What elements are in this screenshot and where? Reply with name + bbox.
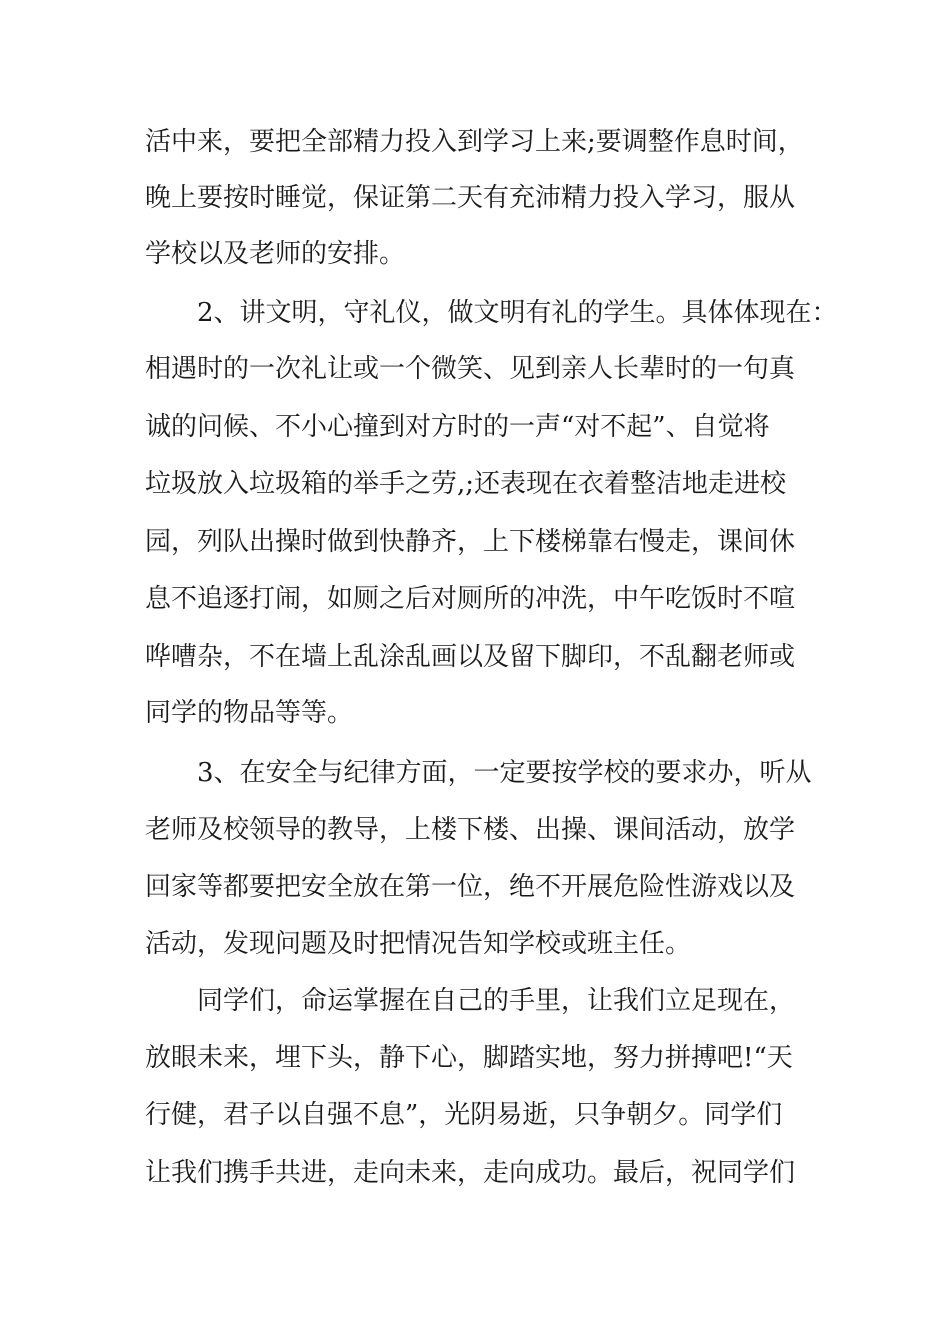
text-line: 老师及校领导的教导，上楼下楼、出操、课间活动，放学 [145, 815, 796, 845]
text-line: 学校以及老师的安排。 [145, 239, 406, 269]
text-line: 息不追逐打闹，如厕之后对厕所的冲洗，中午吃饭时不喧 [145, 584, 796, 614]
closing-paragraph-first-line: 同学们，命运掌握在自己的手里，让我们立足现在， [197, 986, 796, 1016]
text-line: 诚的问候、不小心撞到对方时的一声“对不起”、自觉将 [145, 412, 770, 442]
paragraph-3-first-line: 3、在安全与纪律方面，一定要按学校的要求办，听从 [197, 758, 812, 788]
text-line: 行健，君子以自强不息”，光阴易逝，只争朝夕。同学们 [145, 1100, 783, 1130]
paragraph-2-first-line: 2、讲文明，守礼仪，做文明有礼的学生。具体体现在： [197, 298, 838, 328]
text-line: 哗嘈杂，不在墙上乱涂乱画以及留下脚印，不乱翻老师或 [145, 642, 796, 672]
text-line: 园，列队出操时做到快静齐，上下楼梯靠右慢走，课间休 [145, 527, 796, 557]
text-line: 晚上要按时睡觉，保证第二天有充沛精力投入学习，服从 [145, 183, 796, 213]
text-line: 回家等都要把安全放在第一位，绝不开展危险性游戏以及 [145, 872, 796, 902]
text-line: 垃圾放入垃圾箱的举手之劳,;还表现在衣着整洁地走进校 [145, 469, 787, 499]
text-line: 同学的物品等等。 [145, 698, 354, 728]
text-line: 让我们携手共进，走向未来，走向成功。最后，祝同学们 [145, 1158, 796, 1188]
text-line: 活中来，要把全部精力投入到学习上来;要调整作息时间， [145, 127, 804, 157]
text-line: 放眼未来，埋下头，静下心，脚踏实地，努力拼搏吧!“天 [145, 1043, 793, 1073]
text-line: 相遇时的一次礼让或一个微笑、见到亲人长辈时的一句真 [145, 354, 796, 384]
text-line: 活动，发现问题及时把情况告知学校或班主任。 [145, 929, 692, 959]
